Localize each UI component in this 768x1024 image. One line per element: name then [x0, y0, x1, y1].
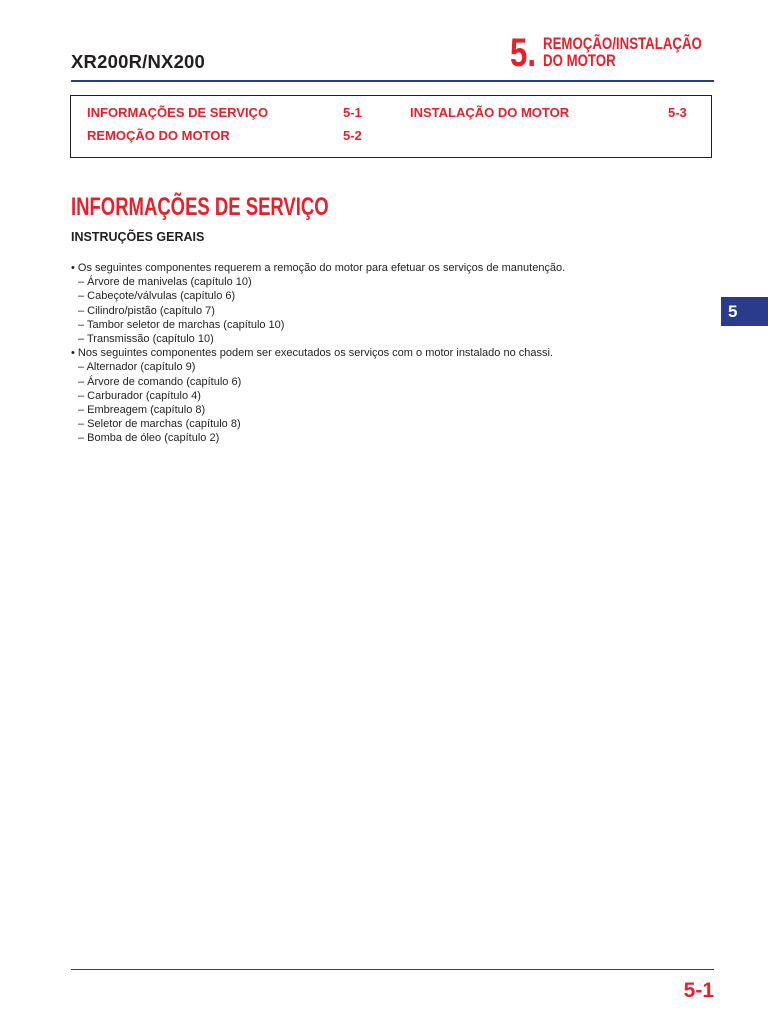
list-item: – Carburador (capítulo 4) — [78, 389, 201, 402]
list-item: – Transmissão (capítulo 10) — [78, 333, 214, 346]
footer-rule — [71, 969, 714, 970]
chapter-heading — [510, 30, 720, 76]
list-item: • Os seguintes componentes requerem a remoção do motor para efetuar os serviços de manutenção. — [71, 262, 566, 274]
list-item: – Tambor seletor de marchas (capítulo 10) — [78, 318, 285, 331]
header-rule — [71, 80, 714, 82]
toc-item-label[interactable]: INSTALAÇÃO DO MOTOR — [410, 105, 570, 120]
page-number: 5-1 — [683, 979, 714, 1002]
chapter-title-line2: DO MOTOR — [543, 51, 616, 70]
toc-item-page: 5-2 — [343, 128, 362, 143]
section-subtitle: INSTRUÇÕES GERAIS — [71, 230, 205, 244]
toc-item-page: 5-3 — [668, 105, 687, 120]
toc-item-label[interactable]: REMOÇÃO DO MOTOR — [87, 128, 230, 143]
section-title: INFORMAÇÕES DE SERVIÇO — [71, 193, 329, 221]
instruction-list — [71, 261, 565, 446]
list-item: – Embreagem (capítulo 8) — [78, 404, 206, 417]
list-item: – Árvore de manivelas (capítulo 10) — [78, 276, 252, 289]
toc-item-label[interactable]: INFORMAÇÕES DE SERVIÇO — [87, 105, 269, 120]
list-item: • Nos seguintes componentes podem ser executados os serviços com o motor instalado no chassi. — [71, 347, 553, 360]
toc-item-page: 5-1 — [343, 105, 362, 120]
list-item: – Cabeçote/válvulas (capítulo 6) — [78, 290, 236, 303]
list-item: – Seletor de marchas (capítulo 8) — [78, 418, 241, 431]
chapter-title — [543, 35, 702, 69]
list-item: – Alternador (capítulo 9) — [78, 361, 196, 374]
chapter-number: 5. — [510, 31, 537, 75]
list-item: – Cilindro/pistão (capítulo 7) — [78, 304, 215, 317]
list-item: – Árvore de comando (capítulo 6) — [78, 375, 242, 388]
model-title: XR200R/NX200 — [71, 51, 206, 72]
chapter-title-line1: REMOÇÃO/INSTALAÇÃO — [543, 34, 702, 53]
list-item: – Bomba de óleo (capítulo 2) — [78, 432, 220, 445]
chapter-side-tab[interactable]: 5 — [721, 297, 768, 326]
